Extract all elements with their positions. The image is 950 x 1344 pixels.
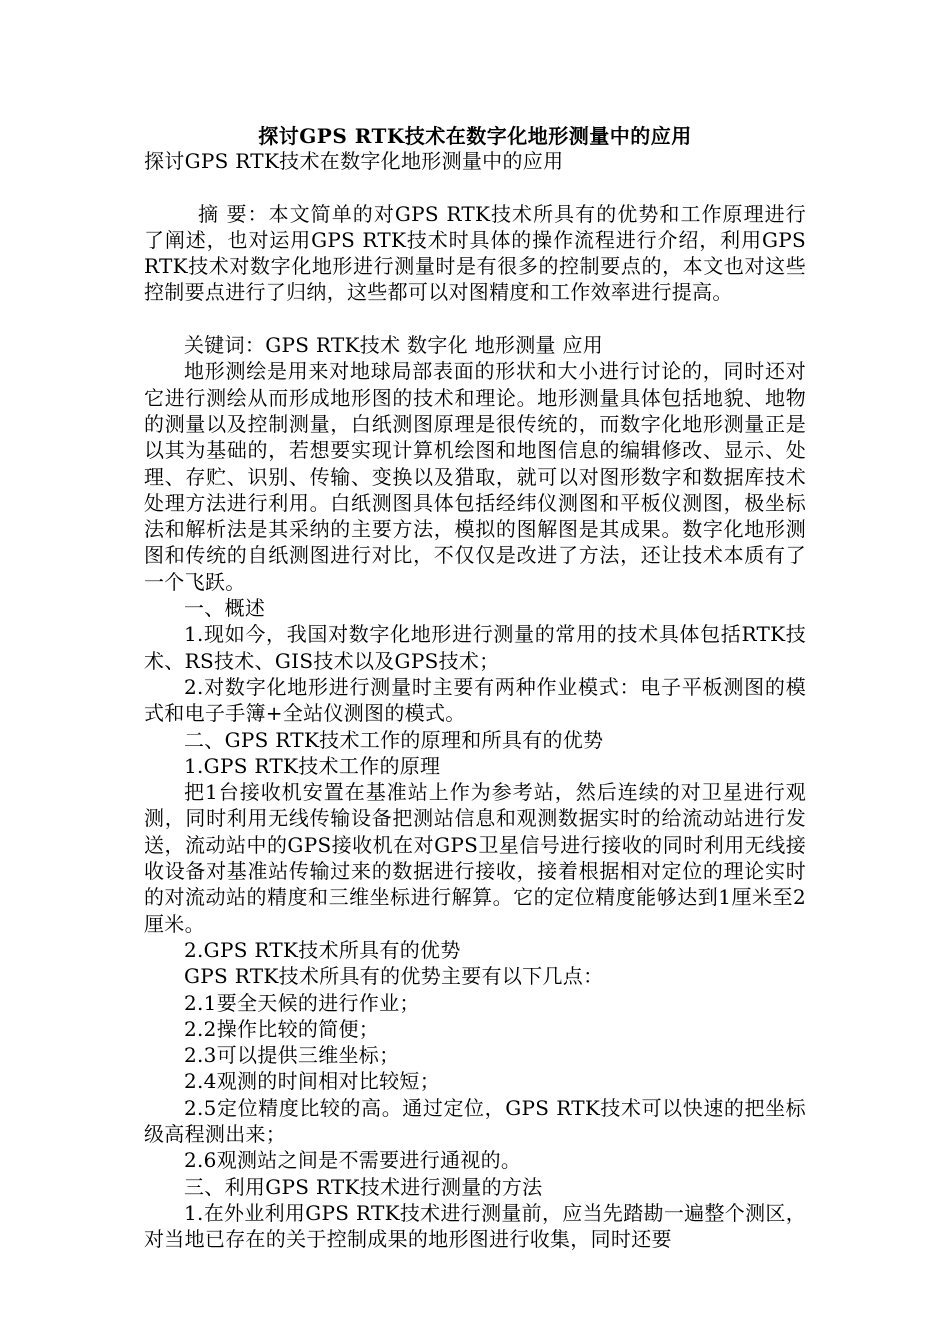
section-heading-method: 三、利用GPS RTK技术进行测量的方法	[184, 1174, 543, 1199]
advantages-intro: GPS RTK技术所具有的优势主要有以下几点：	[184, 964, 604, 989]
advantage-item: 2.3可以提供三维坐标；	[184, 1043, 400, 1068]
abstract-paragraph: 摘 要：本文简单的对GPS RTK技术所具有的优势和工作原理进行了阐述，也对运用GPS RTK技术时具体的操作流程进行介绍，利用GPS RTK技术对数字化地形进行测量时是有很多的控制要点的，本文也对这些控制要点进行了归纳，这些都可以对图精度和工作效率进行提高。	[144, 201, 806, 305]
principle-paragraph: 把1台接收机安置在基准站上作为参考站，然后连续的对卫星进行观测，同时利用无线传输设备把测站信息和观测数据实时的给流动站进行发送，流动站中的GPS接收机在对GPS卫星信号进行接收的同时利用无线接收设备对基准站传输过来的数据进行接收，接着根据相对定位的理论实时的对流动站的精度和三维坐标进行解算。它的定位精度能够达到1厘米至2厘米。	[144, 780, 806, 936]
document-subtitle: 探讨GPS RTK技术在数字化地形测量中的应用	[144, 149, 564, 173]
blank-line	[144, 174, 806, 200]
subheading-principle: 1.GPS RTK技术工作的原理	[184, 753, 441, 778]
document-body	[144, 148, 806, 1252]
section-heading-overview: 一、概述	[184, 596, 266, 621]
advantage-item: 2.1要全天候的进行作业；	[184, 990, 420, 1015]
advantage-item: 2.4观测的时间相对比较短；	[184, 1069, 441, 1094]
keywords-line: 关键词：GPS RTK技术 数字化 地形测量 应用	[184, 333, 604, 358]
advantage-item: 2.2操作比较的简便；	[184, 1016, 380, 1041]
advantage-item: 2.5定位精度比较的高。通过定位，GPS RTK技术可以快速的把坐标级高程测出来；	[144, 1095, 806, 1146]
document-title: 探讨GPS RTK技术在数字化地形测量中的应用	[258, 124, 692, 148]
method-paragraph-1: 1.在外业利用GPS RTK技术进行测量前，应当先踏勘一遍整个测区，对当地已存在的关于控制成果的地形图进行收集，同时还要	[144, 1200, 806, 1252]
intro-paragraph: 地形测绘是用来对地球局部表面的形状和大小进行讨论的，同时还对它进行测绘从而形成地形图的技术和理论。地形测量具体包括地貌、地物的测量以及控制测量，白纸测图原理是很传统的，而数字化地形测量正是以其为基础的，若想要实现计算机绘图和地图信息的编辑修改、显示、处理、存贮、识别、传输、变换以及猎取，就可以对图形数字和数据库技术处理方法进行利用。白纸测图具体包括经纬仪测图和平板仪测图，极坐标法和解析法是其采纳的主要方法，模拟的图解图是其成果。数字化地形测图和传统的自纸测图进行对比，不仅仅是改进了方法，还让技术本质有了一个飞跃。	[144, 359, 806, 594]
overview-paragraph-2: 2.对数字化地形进行测量时主要有两种作业模式：电子平板测图的模式和电子手簿+全站仪测图的模式。	[144, 674, 806, 726]
overview-paragraph-1: 1.现如今，我国对数字化地形进行测量的常用的技术具体包括RTK技术、RS技术、GIS技术以及GPS技术；	[144, 622, 806, 673]
advantage-item: 2.6观测站之间是不需要进行通视的。	[184, 1148, 522, 1173]
section-heading-principle: 二、GPS RTK技术工作的原理和所具有的优势	[184, 727, 604, 752]
blank-line	[144, 306, 806, 332]
subheading-advantages: 2.GPS RTK技术所具有的优势	[184, 937, 461, 962]
